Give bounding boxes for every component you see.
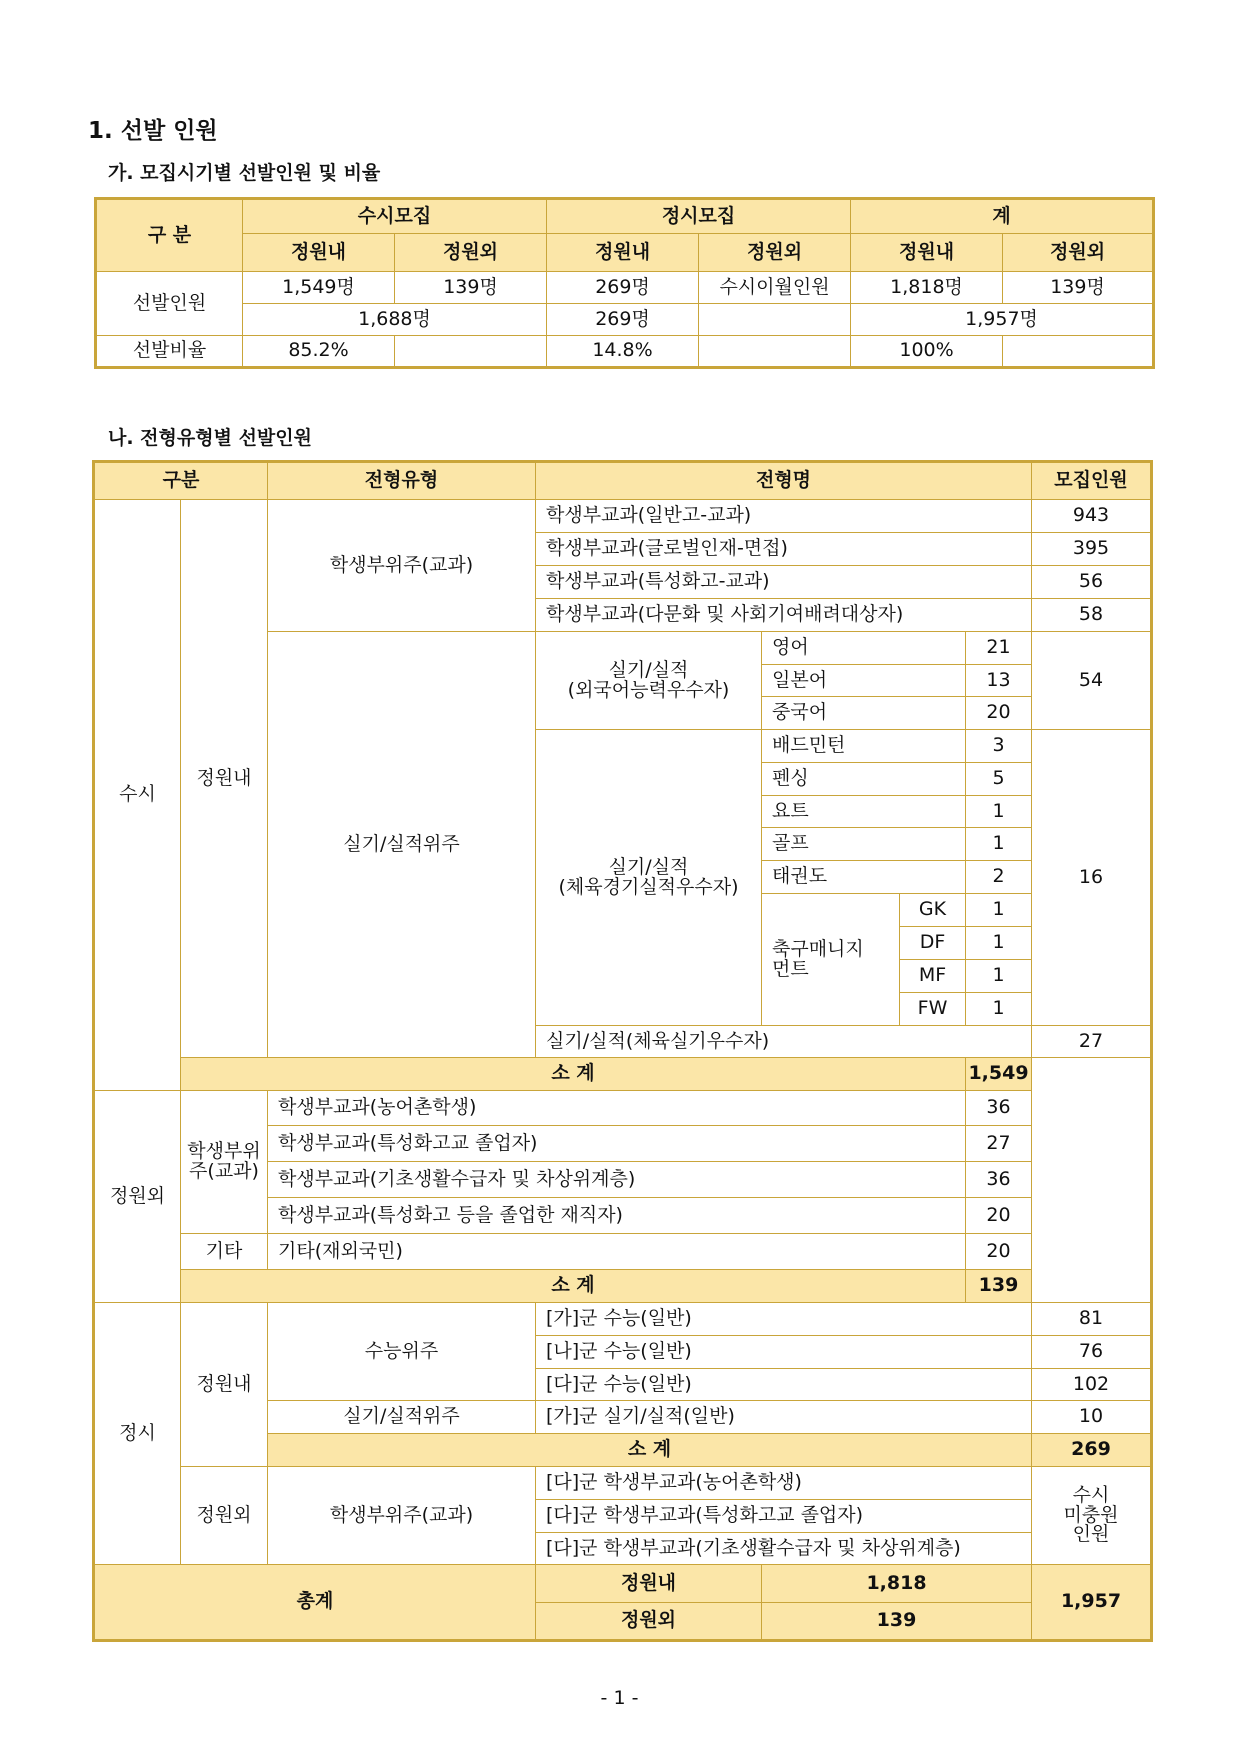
cell-jeongsi-in: 269명 — [547, 272, 699, 304]
group-foreign-language: 실기/실적 (외국어능력우수자) — [536, 632, 762, 730]
group-susi: 수시 — [94, 500, 181, 1091]
cell-jeongsi-ratio: 14.8% — [547, 336, 699, 368]
grand-out-count: 139 — [762, 1603, 1032, 1641]
cell-susi-out: 139명 — [395, 272, 547, 304]
sport-count: 3 — [966, 730, 1032, 763]
program-name: 실기/실적(체육실기우수자) — [536, 1026, 1032, 1058]
program-count: 20 — [966, 1198, 1032, 1234]
language-name: 영어 — [762, 632, 966, 665]
header-jeongsi-in: 정원내 — [547, 234, 699, 272]
recruitment-period-table — [94, 197, 1155, 369]
position-count: 1 — [966, 960, 1032, 993]
subtotal-label: 소 계 — [268, 1434, 1032, 1467]
program-name: 학생부교과(특성화고-교과) — [536, 566, 1032, 599]
position-count: 1 — [966, 894, 1032, 927]
grand-out-label: 정원외 — [536, 1603, 762, 1641]
cell-empty — [699, 304, 851, 336]
header-susi: 수시모집 — [243, 199, 547, 234]
program-count: 58 — [1032, 599, 1152, 632]
type-student-record: 학생부위주(교과) — [268, 500, 536, 632]
sport-count: 1 — [966, 796, 1032, 828]
selection-type-table — [92, 460, 1153, 1642]
position-name: GK — [900, 894, 966, 927]
program-name: [다]군 학생부교과(특성화고교 졸업자) — [536, 1500, 1032, 1533]
grand-in-label: 정원내 — [536, 1565, 762, 1603]
header-type: 전형유형 — [268, 462, 536, 500]
program-count: 27 — [1032, 1026, 1152, 1058]
header-category: 구분 — [94, 462, 268, 500]
program-name: [다]군 학생부교과(기초생활수급자 및 차상위계층) — [536, 1533, 1032, 1565]
subtotal-value: 269 — [1032, 1434, 1152, 1467]
header-susi-out: 정원외 — [395, 234, 547, 272]
cell-susi-sum: 1,688명 — [243, 304, 547, 336]
language-count: 20 — [966, 697, 1032, 730]
cell-susi-in: 1,549명 — [243, 272, 395, 304]
unfilled-susi-label: 수시 미충원 인원 — [1032, 1467, 1152, 1565]
row-label-selection: 선발인원 — [96, 272, 243, 336]
page-title: 1. 선발 인원 — [88, 118, 218, 144]
sport-count: 5 — [966, 763, 1032, 796]
grand-total-label: 총계 — [94, 1565, 536, 1641]
position-name: FW — [900, 993, 966, 1026]
header-total-out: 정원외 — [1003, 234, 1154, 272]
cell-jeongsi-sum: 269명 — [547, 304, 699, 336]
program-name: 학생부교과(특성화고 등을 졸업한 재직자) — [268, 1198, 966, 1234]
group-jeongsi-in: 정원내 — [181, 1303, 268, 1467]
program-count: 56 — [1032, 566, 1152, 599]
position-count: 1 — [966, 927, 1032, 960]
header-name: 전형명 — [536, 462, 1032, 500]
row-label-ratio: 선발비율 — [96, 336, 243, 368]
program-count: 102 — [1032, 1369, 1152, 1401]
position-count: 1 — [966, 993, 1032, 1026]
program-name: [다]군 수능(일반) — [536, 1369, 1032, 1401]
program-count: 395 — [1032, 533, 1152, 566]
group-susi-in: 정원내 — [181, 500, 268, 1058]
language-count: 21 — [966, 632, 1032, 665]
program-name: 학생부교과(일반고-교과) — [536, 500, 1032, 533]
language-name: 일본어 — [762, 665, 966, 697]
language-name: 중국어 — [762, 697, 966, 730]
program-name: 학생부교과(글로벌인재-면접) — [536, 533, 1032, 566]
header-total-in: 정원내 — [851, 234, 1003, 272]
subtotal-value: 139 — [966, 1270, 1032, 1303]
program-name: [나]군 수능(일반) — [536, 1336, 1032, 1369]
cell-empty — [1003, 336, 1154, 368]
group-sports: 실기/실적 (체육경기실적우수자) — [536, 730, 762, 1026]
language-count: 13 — [966, 665, 1032, 697]
cell-total-sum: 1,957명 — [851, 304, 1154, 336]
soccer-management-label: 축구매니지 먼트 — [762, 894, 900, 1026]
program-count: 943 — [1032, 500, 1152, 533]
type-etc: 기타 — [181, 1234, 268, 1270]
program-name: [가]군 실기/실적(일반) — [536, 1401, 1032, 1434]
header-susi-in: 정원내 — [243, 234, 395, 272]
header-total: 계 — [851, 199, 1154, 234]
sport-name: 태권도 — [762, 861, 966, 894]
sports-total: 16 — [1032, 730, 1152, 1026]
group-jeongsi-out: 정원외 — [181, 1467, 268, 1565]
group-susi-out: 정원외 — [94, 1091, 181, 1303]
program-count: 81 — [1032, 1303, 1152, 1336]
sport-name: 골프 — [762, 828, 966, 861]
header-count: 모집인원 — [1032, 462, 1152, 500]
subtotal-value: 1,549 — [966, 1058, 1032, 1091]
sport-name: 배드민턴 — [762, 730, 966, 763]
group-jeongsi: 정시 — [94, 1303, 181, 1565]
program-count: 27 — [966, 1126, 1032, 1162]
type-student-record: 학생부위주(교과) — [268, 1467, 536, 1565]
program-count: 76 — [1032, 1336, 1152, 1369]
cell-empty — [395, 336, 547, 368]
program-name: 학생부교과(농어촌학생) — [268, 1091, 966, 1126]
cell-susi-ratio: 85.2% — [243, 336, 395, 368]
cell-total-in: 1,818명 — [851, 272, 1003, 304]
program-count: 20 — [966, 1234, 1032, 1270]
cell-total-ratio: 100% — [851, 336, 1003, 368]
type-practical: 실기/실적위주 — [268, 632, 536, 1058]
type-csat: 수능위주 — [268, 1303, 536, 1401]
cell-total-out: 139명 — [1003, 272, 1154, 304]
program-count: 36 — [966, 1162, 1032, 1198]
position-name: MF — [900, 960, 966, 993]
header-jeongsi-out: 정원외 — [699, 234, 851, 272]
section-b-title: 나. 전형유형별 선발인원 — [108, 427, 312, 449]
subtotal-label: 소 계 — [181, 1270, 966, 1303]
type-student-record: 학생부위주(교과) — [181, 1091, 268, 1234]
program-name: 학생부교과(기초생활수급자 및 차상위계층) — [268, 1162, 966, 1198]
program-count: 10 — [1032, 1401, 1152, 1434]
position-name: DF — [900, 927, 966, 960]
grand-total-value: 1,957 — [1032, 1565, 1152, 1641]
subtotal-label: 소 계 — [181, 1058, 966, 1091]
program-name: [다]군 학생부교과(농어촌학생) — [536, 1467, 1032, 1500]
sport-count: 1 — [966, 828, 1032, 861]
program-name: 기타(재외국민) — [268, 1234, 966, 1270]
sport-name: 펜싱 — [762, 763, 966, 796]
program-name: 학생부교과(다문화 및 사회기여배려대상자) — [536, 599, 1032, 632]
program-name: 학생부교과(특성화고교 졸업자) — [268, 1126, 966, 1162]
sport-count: 2 — [966, 861, 1032, 894]
page-number: - 1 - — [600, 1687, 639, 1709]
cell-jeongsi-out: 수시이월인원 — [699, 272, 851, 304]
section-a-title: 가. 모집시기별 선발인원 및 비율 — [108, 162, 381, 184]
grand-in-count: 1,818 — [762, 1565, 1032, 1603]
language-total: 54 — [1032, 632, 1152, 730]
program-count: 36 — [966, 1091, 1032, 1126]
type-practical: 실기/실적위주 — [268, 1401, 536, 1434]
cell-empty — [699, 336, 851, 368]
program-name: [가]군 수능(일반) — [536, 1303, 1032, 1336]
sport-name: 요트 — [762, 796, 966, 828]
header-jeongsi: 정시모집 — [547, 199, 851, 234]
header-category: 구 분 — [96, 199, 243, 272]
